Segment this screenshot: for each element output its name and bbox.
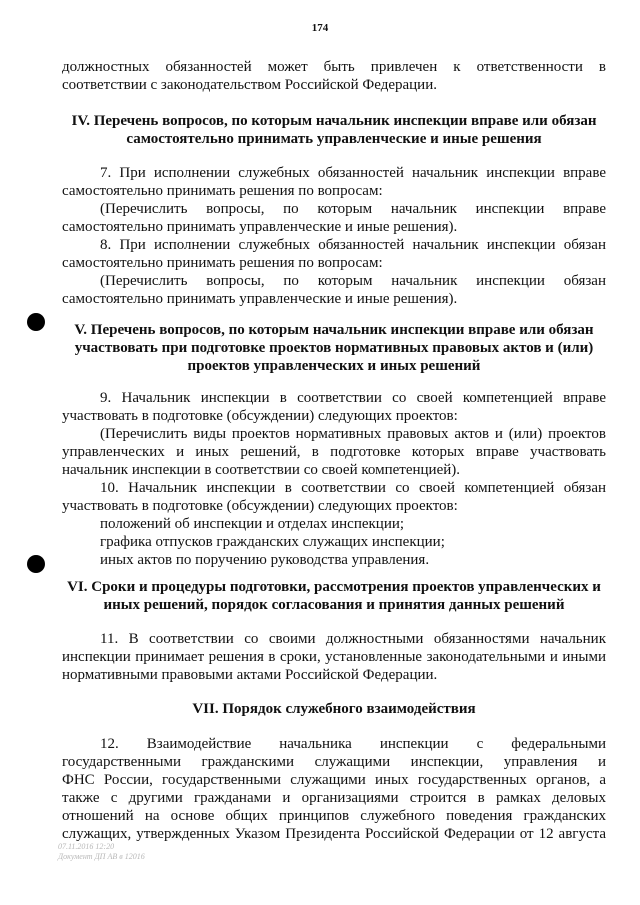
text-line: нормативными правовыми актами Российской Федерации. <box>62 667 438 683</box>
punch-hole-mark <box>27 313 45 331</box>
text-line: начальник инспекции в соответствии со своей компетенцией). <box>62 462 460 478</box>
document-footer-stamp <box>58 842 145 862</box>
heading-line: V. Перечень вопросов, по которым начальник инспекции вправе или обязан <box>74 322 594 338</box>
text-line: отношений на основе общих принципов служебного поведения гражданских <box>62 808 606 824</box>
text-line: должностных обязанностей может быть привлечен к ответственности в <box>62 59 606 75</box>
heading-line: иных решений, порядок согласования и принятия данных решений <box>103 597 565 613</box>
text-line: самостоятельно принимать решения по вопросам: <box>62 183 383 199</box>
section-body-6 <box>62 630 606 684</box>
section-body-4 <box>62 164 606 308</box>
section-heading-7 <box>62 700 606 718</box>
footer-line: Документ ДП АВ в 12016 <box>58 852 145 861</box>
continuation-paragraph <box>62 58 606 94</box>
heading-line: проектов управленческих и иных решений <box>187 358 481 374</box>
text-line: соответствии с законодательством Российской Федерации. <box>62 77 437 93</box>
paragraph-7: 7. При исполнении служебных обязанностей начальник инспекции вправе <box>100 165 606 181</box>
punch-hole-mark <box>27 555 45 573</box>
heading-line: VI. Сроки и процедуры подготовки, рассмотрения проектов управленческих и <box>67 579 601 595</box>
text-line: (Перечислить вопросы, по которым начальник инспекции обязан <box>100 273 606 289</box>
text-line: самостоятельно принимать управленческие и иные решения). <box>62 219 458 235</box>
list-item: графика отпусков гражданских служащих инспекции; <box>100 534 445 550</box>
text-line: самостоятельно принимать управленческие и иные решения). <box>62 291 458 307</box>
section-heading-6 <box>62 578 606 614</box>
text-line: участвовать в подготовке (обсуждении) следующих проектов: <box>62 498 458 514</box>
text-line: государственными гражданскими служащими инспекции, управления и <box>62 754 606 770</box>
footer-line: 07.11.2016 12:20 <box>58 842 115 851</box>
text-line: служащих, утвержденных Указом Президента Российской Федерации от 12 августа <box>62 826 606 842</box>
section-body-7 <box>62 735 606 843</box>
paragraph-10: 10. Начальник инспекции в соответствии со своей компетенцией обязан <box>100 480 606 496</box>
text-line: (Перечислить виды проектов нормативных правовых актов и (или) проектов <box>100 426 606 442</box>
text-line: ФНС России, государственными служащими иных государственных органов, а <box>62 772 606 788</box>
text-line: самостоятельно принимать решения по вопросам: <box>62 255 383 271</box>
heading-line: участвовать при подготовке проектов нормативных правовых актов и (или) <box>74 340 594 356</box>
heading-line: самостоятельно принимать управленческие и иные решения <box>126 131 542 147</box>
section-body-5 <box>62 389 606 569</box>
text-line: также с другими гражданами и организациями строится в рамках деловых <box>62 790 606 806</box>
paragraph-8: 8. При исполнении служебных обязанностей начальник инспекции обязан <box>100 237 606 253</box>
paragraph-9: 9. Начальник инспекции в соответствии со своей компетенцией вправе <box>100 390 606 406</box>
text-line: управленческих и иных решений, в подготовке которых вправе участвовать <box>62 444 606 460</box>
text-line: участвовать в подготовке (обсуждении) следующих проектов: <box>62 408 458 424</box>
text-line: инспекции принимает решения в сроки, установленные законодательными и иными <box>62 649 606 665</box>
page-number: 174 <box>311 22 329 34</box>
list-item: иных актов по поручению руководства управления. <box>100 552 430 568</box>
section-heading-5 <box>62 321 606 375</box>
paragraph-11: 11. В соответствии со своими должностными обязанностями начальник <box>100 631 606 647</box>
heading-line: IV. Перечень вопросов, по которым начальник инспекции вправе или обязан <box>71 113 597 129</box>
list-item: положений об инспекции и отделах инспекции; <box>100 516 405 532</box>
section-heading-4 <box>62 112 606 148</box>
heading-line: VII. Порядок служебного взаимодействия <box>192 701 476 717</box>
paragraph-12: 12. Взаимодействие начальника инспекции с федеральными <box>100 736 606 752</box>
text-line: (Перечислить вопросы, по которым начальник инспекции вправе <box>100 201 606 217</box>
